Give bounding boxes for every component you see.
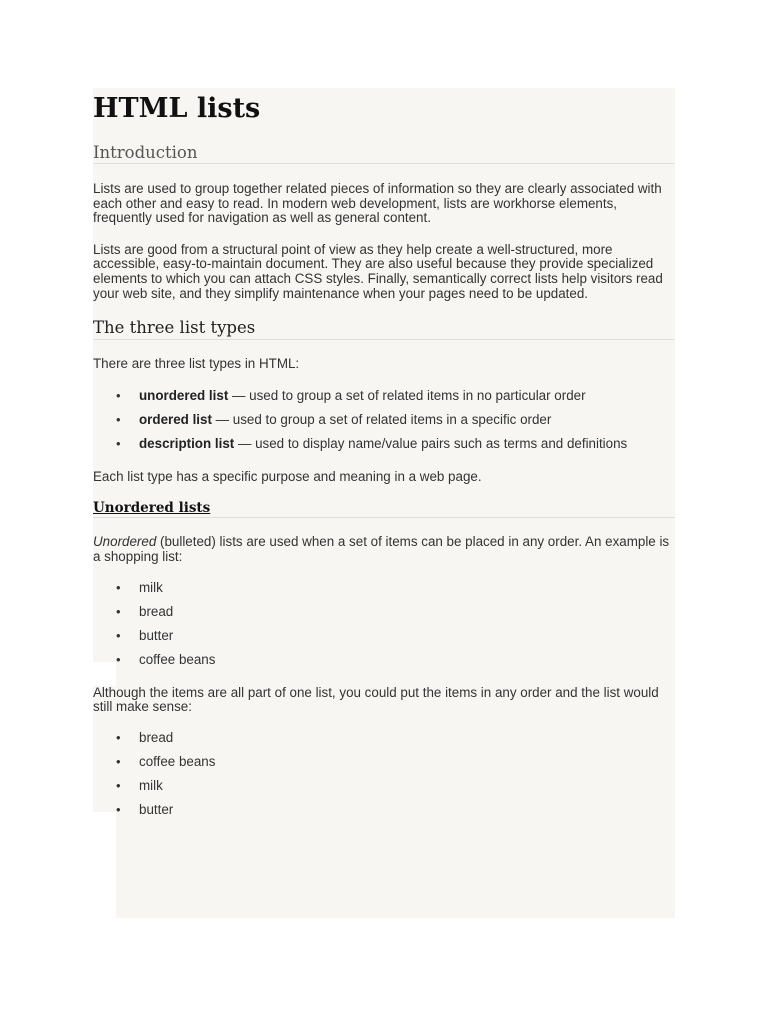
bullet-icon: • [116, 753, 121, 769]
shopping-list-2 [93, 731, 675, 827]
bullet-icon: • [116, 627, 121, 643]
intro-paragraph-2: Lists are good from a structural point of view as they help create a well-structured, more accessible, easy-to-maintain document. They are also useful because they provide specialized elements to which you can attach CSS styles. Finally, semantically correct lists help visitors read your web site, and they simplify maintenance when your pages need to be updated. [93, 241, 663, 301]
list-item-text: coffee beans [139, 651, 216, 667]
shopping-list-1 [93, 581, 675, 677]
list-type-desc: — used to display name/value pairs such as terms and definitions [234, 435, 628, 451]
intro-paragraph-1: Lists are used to group together related pieces of information so they are clearly associated with each other and easy to read. In modern web development, lists are workhorse elements, frequently used for navigation as well as general content. [93, 181, 662, 226]
list-item [93, 779, 675, 803]
bullet-icon: • [116, 603, 121, 619]
list-item-text: bread [139, 729, 174, 745]
bullet-icon: • [116, 435, 121, 451]
list-types-heading: The three list types [93, 317, 675, 340]
list-type-term: ordered list [139, 411, 212, 427]
list-types-outro: Each list type has a specific purpose and meaning in a web page. [93, 468, 482, 484]
list-item-text: butter [139, 627, 174, 643]
bullet-icon: • [116, 777, 121, 793]
unordered-em: Unordered [93, 534, 157, 550]
bullet-icon: • [116, 729, 121, 745]
list-item [93, 389, 675, 413]
list-type-desc: — used to group a set of related items in no particular order [228, 387, 586, 403]
list-item [93, 803, 675, 827]
list-item-text: milk [139, 579, 163, 595]
unordered-heading: Unordered lists [93, 500, 675, 518]
list-type-term: unordered list [139, 387, 229, 403]
list-item [93, 629, 675, 653]
list-item [93, 653, 675, 677]
list-type-term: description list [139, 435, 235, 451]
unordered-intro [93, 535, 675, 564]
article [93, 88, 675, 827]
list-types-intro: There are three list types in HTML: [93, 356, 300, 372]
bullet-icon: • [116, 387, 121, 403]
list-item-text: coffee beans [139, 753, 216, 769]
gutter-mask [93, 812, 116, 918]
list-item [93, 605, 675, 629]
list-item [93, 437, 675, 461]
list-item-text: butter [139, 801, 174, 817]
bullet-icon: • [116, 579, 121, 595]
list-item [93, 731, 675, 755]
page-title: HTML lists [93, 93, 261, 124]
bullet-icon: • [116, 801, 121, 817]
bullet-icon: • [116, 651, 121, 667]
list-item [93, 581, 675, 605]
list-item-text: milk [139, 777, 163, 793]
list-item-text: bread [139, 603, 174, 619]
list-types-list [93, 389, 675, 461]
list-item [93, 755, 675, 779]
bullet-icon: • [116, 411, 121, 427]
unordered-intro-rest: (bulleted) lists are used when a set of items can be placed in any order. An example is a shopping list: [93, 534, 670, 564]
list-item [93, 413, 675, 437]
introduction-heading: Introduction [93, 143, 675, 164]
unordered-middle: Although the items are all part of one list, you could put the items in any order and the list would still make sense: [93, 684, 659, 715]
list-type-desc: — used to group a set of related items in a specific order [211, 411, 552, 427]
